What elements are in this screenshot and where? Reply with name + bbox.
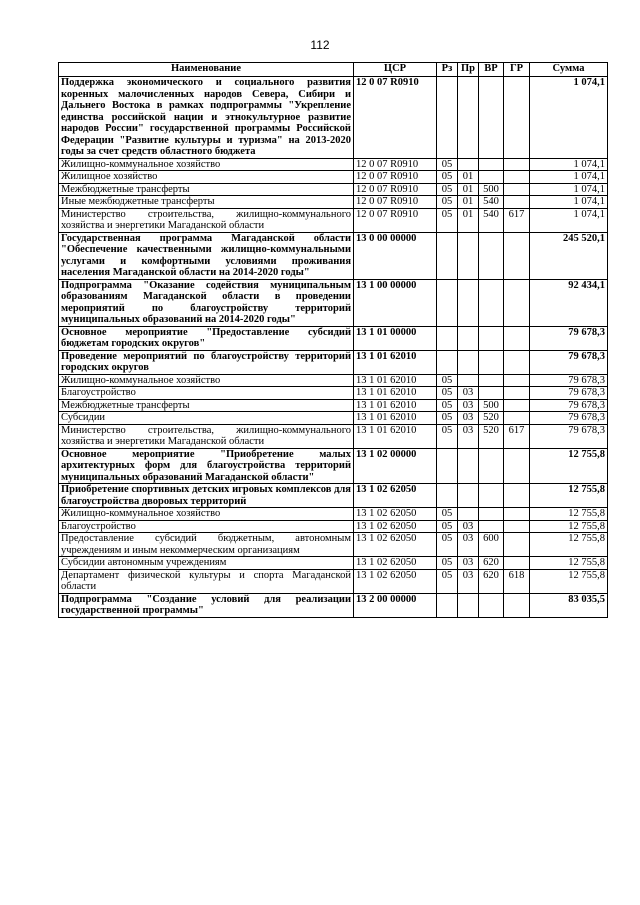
cell-rz: 05: [437, 183, 458, 196]
cell-sum: 12 755,8: [530, 520, 608, 533]
cell-sum: 12 755,8: [530, 533, 608, 557]
cell-csr: 12 0 07 R0910: [354, 158, 437, 171]
cell-sum: 1 074,1: [530, 183, 608, 196]
cell-pr: 01: [458, 183, 479, 196]
cell-gr: [504, 533, 530, 557]
cell-name: Межбюджетные трансферты: [59, 183, 354, 196]
cell-rz: [437, 77, 458, 159]
cell-pr: [458, 279, 479, 326]
cell-gr: [504, 387, 530, 400]
page-number: 112: [310, 38, 330, 52]
cell-csr: 13 1 00 00000: [354, 279, 437, 326]
table-row: [59, 183, 608, 196]
table-row: [59, 326, 608, 350]
cell-gr: [504, 484, 530, 508]
cell-vr: [479, 279, 504, 326]
cell-csr: 13 1 02 62050: [354, 533, 437, 557]
cell-sum: 92 434,1: [530, 279, 608, 326]
cell-name: Жилищно-коммунальное хозяйство: [59, 374, 354, 387]
cell-vr: [479, 374, 504, 387]
table-row: [59, 448, 608, 484]
cell-pr: 01: [458, 208, 479, 232]
cell-pr: 03: [458, 569, 479, 593]
cell-sum: 12 755,8: [530, 484, 608, 508]
cell-gr: [504, 183, 530, 196]
cell-pr: [458, 593, 479, 617]
cell-name: Подпрограмма "Создание условий для реализации государственной программы": [59, 593, 354, 617]
cell-csr: 13 1 01 62010: [354, 374, 437, 387]
cell-csr: 13 0 00 00000: [354, 232, 437, 279]
table-row: [59, 232, 608, 279]
cell-name: Поддержка экономического и социального развития коренных малочисленных народов Севера, Сибири и Дальнего Востока в рамках подпрограммы "Укрепление единства российской нации и этнокультурное развитие народов России" государственной программы Российской Федерации "Развитие культуры и туризма" на 2013-2020 годы за счет средств областного бюджета: [59, 77, 354, 159]
cell-name: Межбюджетные трансферты: [59, 399, 354, 412]
cell-csr: 13 1 01 00000: [354, 326, 437, 350]
cell-gr: [504, 508, 530, 521]
cell-pr: [458, 508, 479, 521]
cell-rz: [437, 593, 458, 617]
cell-pr: 03: [458, 533, 479, 557]
cell-name: Жилищно-коммунальное хозяйство: [59, 508, 354, 521]
cell-name: Департамент физической культуры и спорта Магаданской области: [59, 569, 354, 593]
table-row: [59, 484, 608, 508]
cell-sum: 12 755,8: [530, 508, 608, 521]
cell-rz: 05: [437, 208, 458, 232]
cell-gr: [504, 158, 530, 171]
cell-csr: 13 1 02 62050: [354, 557, 437, 570]
cell-rz: [437, 279, 458, 326]
cell-sum: 79 678,3: [530, 374, 608, 387]
header-sum: Сумма: [530, 63, 608, 77]
cell-csr: 13 1 02 62050: [354, 508, 437, 521]
cell-csr: 13 1 01 62010: [354, 412, 437, 425]
cell-pr: [458, 77, 479, 159]
cell-rz: 05: [437, 412, 458, 425]
cell-sum: 245 520,1: [530, 232, 608, 279]
cell-vr: [479, 77, 504, 159]
cell-name: Предоставление субсидий бюджетным, автономным учреждениям и иным некоммерческим организациям: [59, 533, 354, 557]
cell-name: Благоустройство: [59, 520, 354, 533]
header-rz: Рз: [437, 63, 458, 77]
cell-gr: [504, 448, 530, 484]
cell-gr: [504, 232, 530, 279]
table-row: [59, 350, 608, 374]
cell-pr: 01: [458, 196, 479, 209]
cell-sum: 12 755,8: [530, 557, 608, 570]
table-row: [59, 557, 608, 570]
table-row: [59, 158, 608, 171]
cell-gr: [504, 77, 530, 159]
cell-pr: 03: [458, 424, 479, 448]
cell-csr: 13 1 01 62010: [354, 399, 437, 412]
cell-vr: 600: [479, 533, 504, 557]
cell-rz: 05: [437, 158, 458, 171]
cell-vr: [479, 448, 504, 484]
cell-pr: 03: [458, 557, 479, 570]
cell-name: Основное мероприятие "Предоставление субсидий бюджетам городских округов": [59, 326, 354, 350]
cell-csr: 12 0 07 R0910: [354, 171, 437, 184]
cell-vr: 520: [479, 412, 504, 425]
cell-sum: 79 678,3: [530, 424, 608, 448]
cell-gr: 617: [504, 424, 530, 448]
cell-name: Государственная программа Магаданской области "Обеспечение качественными жилищно-коммунальными услугами и комфортными условиями проживания населения Магаданской области на 2014-2020 годы": [59, 232, 354, 279]
cell-rz: 05: [437, 374, 458, 387]
cell-csr: 12 0 07 R0910: [354, 77, 437, 159]
cell-name: Субсидии автономным учреждениям: [59, 557, 354, 570]
cell-pr: [458, 350, 479, 374]
cell-pr: [458, 232, 479, 279]
table-row: [59, 387, 608, 400]
cell-rz: 05: [437, 533, 458, 557]
cell-rz: 05: [437, 569, 458, 593]
cell-sum: 79 678,3: [530, 350, 608, 374]
table-row: [59, 208, 608, 232]
cell-vr: [479, 232, 504, 279]
cell-vr: 520: [479, 424, 504, 448]
cell-sum: 1 074,1: [530, 196, 608, 209]
cell-name: Жилищно-коммунальное хозяйство: [59, 158, 354, 171]
table-body: [59, 77, 608, 618]
table-row: [59, 569, 608, 593]
table-row: [59, 196, 608, 209]
cell-name: Министерство строительства, жилищно-коммунального хозяйства и энергетики Магаданской области: [59, 424, 354, 448]
cell-name: Субсидии: [59, 412, 354, 425]
cell-sum: 79 678,3: [530, 387, 608, 400]
cell-csr: 13 1 01 62010: [354, 424, 437, 448]
cell-gr: [504, 171, 530, 184]
cell-vr: [479, 158, 504, 171]
cell-name: Жилищное хозяйство: [59, 171, 354, 184]
table-row: [59, 374, 608, 387]
cell-gr: [504, 350, 530, 374]
table-row: [59, 399, 608, 412]
cell-vr: [479, 350, 504, 374]
cell-name: Проведение мероприятий по благоустройству территорий городских округов: [59, 350, 354, 374]
cell-gr: [504, 520, 530, 533]
cell-vr: 620: [479, 557, 504, 570]
cell-vr: 540: [479, 208, 504, 232]
cell-pr: 03: [458, 399, 479, 412]
cell-name: Основное мероприятие "Приобретение малых архитектурных форм для благоустройства территорий муниципальных образований Магаданской области": [59, 448, 354, 484]
cell-pr: [458, 448, 479, 484]
table-row: [59, 508, 608, 521]
cell-rz: 05: [437, 387, 458, 400]
cell-pr: 03: [458, 520, 479, 533]
cell-pr: 03: [458, 387, 479, 400]
cell-sum: 79 678,3: [530, 412, 608, 425]
cell-csr: 13 1 02 62050: [354, 484, 437, 508]
table-row: [59, 77, 608, 159]
cell-sum: 1 074,1: [530, 208, 608, 232]
header-pr: Пр: [458, 63, 479, 77]
cell-pr: [458, 484, 479, 508]
table-row: [59, 593, 608, 617]
cell-gr: [504, 399, 530, 412]
cell-name: Благоустройство: [59, 387, 354, 400]
cell-pr: [458, 326, 479, 350]
cell-pr: [458, 158, 479, 171]
table-row: [59, 171, 608, 184]
cell-sum: 83 035,5: [530, 593, 608, 617]
cell-csr: 12 0 07 R0910: [354, 208, 437, 232]
cell-rz: 05: [437, 520, 458, 533]
cell-name: Приобретение спортивных детских игровых комплексов для благоустройства дворовых территорий: [59, 484, 354, 508]
cell-vr: [479, 520, 504, 533]
header-name: Наименование: [59, 63, 354, 77]
table-row: [59, 533, 608, 557]
cell-vr: [479, 508, 504, 521]
cell-csr: 12 0 07 R0910: [354, 183, 437, 196]
cell-sum: 1 074,1: [530, 158, 608, 171]
cell-rz: [437, 484, 458, 508]
cell-rz: [437, 326, 458, 350]
cell-gr: [504, 557, 530, 570]
cell-vr: [479, 593, 504, 617]
cell-pr: [458, 374, 479, 387]
cell-vr: [479, 171, 504, 184]
cell-csr: 13 1 02 62050: [354, 569, 437, 593]
cell-gr: [504, 412, 530, 425]
cell-gr: [504, 279, 530, 326]
cell-sum: 1 074,1: [530, 171, 608, 184]
cell-csr: 12 0 07 R0910: [354, 196, 437, 209]
cell-gr: 617: [504, 208, 530, 232]
cell-gr: [504, 326, 530, 350]
cell-vr: 540: [479, 196, 504, 209]
table-row: [59, 520, 608, 533]
header-vr: ВР: [479, 63, 504, 77]
cell-sum: 12 755,8: [530, 569, 608, 593]
cell-vr: [479, 387, 504, 400]
cell-csr: 13 1 01 62010: [354, 387, 437, 400]
cell-rz: 05: [437, 399, 458, 412]
cell-sum: 79 678,3: [530, 326, 608, 350]
cell-pr: 01: [458, 171, 479, 184]
cell-sum: 79 678,3: [530, 399, 608, 412]
cell-rz: 05: [437, 424, 458, 448]
cell-vr: 500: [479, 399, 504, 412]
table-header-row: [59, 63, 608, 77]
cell-vr: [479, 484, 504, 508]
budget-table: [58, 62, 608, 618]
cell-gr: [504, 593, 530, 617]
cell-rz: 05: [437, 196, 458, 209]
header-csr: ЦСР: [354, 63, 437, 77]
cell-pr: 03: [458, 412, 479, 425]
table-row: [59, 279, 608, 326]
cell-sum: 12 755,8: [530, 448, 608, 484]
cell-vr: 620: [479, 569, 504, 593]
cell-vr: [479, 326, 504, 350]
cell-csr: 13 1 02 62050: [354, 520, 437, 533]
cell-name: Министерство строительства, жилищно-коммунального хозяйства и энергетики Магаданской области: [59, 208, 354, 232]
cell-csr: 13 2 00 00000: [354, 593, 437, 617]
cell-rz: [437, 350, 458, 374]
header-gr: ГР: [504, 63, 530, 77]
cell-sum: 1 074,1: [530, 77, 608, 159]
cell-name: Подпрограмма "Оказание содействия муниципальным образованиям Магаданской области в проведении мероприятий по благоустройству территорий муниципальных образований на 2014-2020 годы": [59, 279, 354, 326]
cell-rz: [437, 232, 458, 279]
cell-gr: [504, 196, 530, 209]
cell-rz: 05: [437, 171, 458, 184]
cell-name: Иные межбюджетные трансферты: [59, 196, 354, 209]
cell-csr: 13 1 01 62010: [354, 350, 437, 374]
cell-rz: 05: [437, 557, 458, 570]
table-row: [59, 412, 608, 425]
cell-gr: [504, 374, 530, 387]
cell-vr: 500: [479, 183, 504, 196]
cell-gr: 618: [504, 569, 530, 593]
cell-rz: 05: [437, 508, 458, 521]
cell-rz: [437, 448, 458, 484]
table-row: [59, 424, 608, 448]
cell-csr: 13 1 02 00000: [354, 448, 437, 484]
